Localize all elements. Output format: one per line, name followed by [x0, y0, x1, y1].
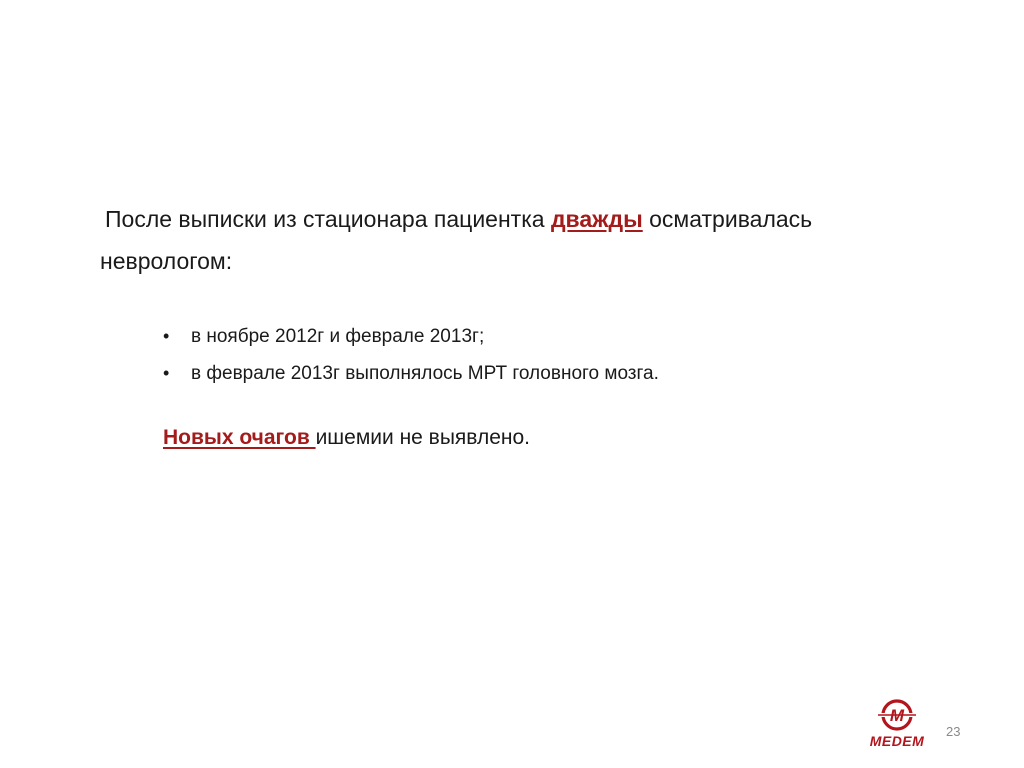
bullet-text: в феврале 2013г выполнялось МРТ головного мозга.: [191, 363, 659, 384]
monogram-letter: M: [889, 706, 905, 725]
intro-emphasis: дважды: [550, 206, 643, 232]
bullet-icon: •: [163, 326, 170, 346]
bullet-list: [163, 318, 659, 392]
logo-wordmark: MEDEM: [869, 733, 925, 749]
conclusion-text: ишемии не выявлено.: [315, 426, 531, 449]
intro-text-after: осматривалась неврологом:: [100, 206, 813, 274]
conclusion-paragraph: [163, 421, 530, 455]
intro-text-before: После выписки из стационара пациентка: [105, 206, 551, 232]
bullet-text: в ноябре 2012г и феврале 2013г;: [191, 326, 485, 347]
page-number: 23: [946, 724, 961, 739]
medem-monogram-icon: [854, 697, 940, 733]
conclusion-emphasis: Новых очагов: [163, 426, 316, 449]
list-item: [163, 318, 659, 355]
bullet-icon: •: [163, 363, 170, 383]
medem-logo: [854, 697, 940, 751]
intro-paragraph: [100, 198, 920, 282]
list-item: [163, 355, 659, 392]
